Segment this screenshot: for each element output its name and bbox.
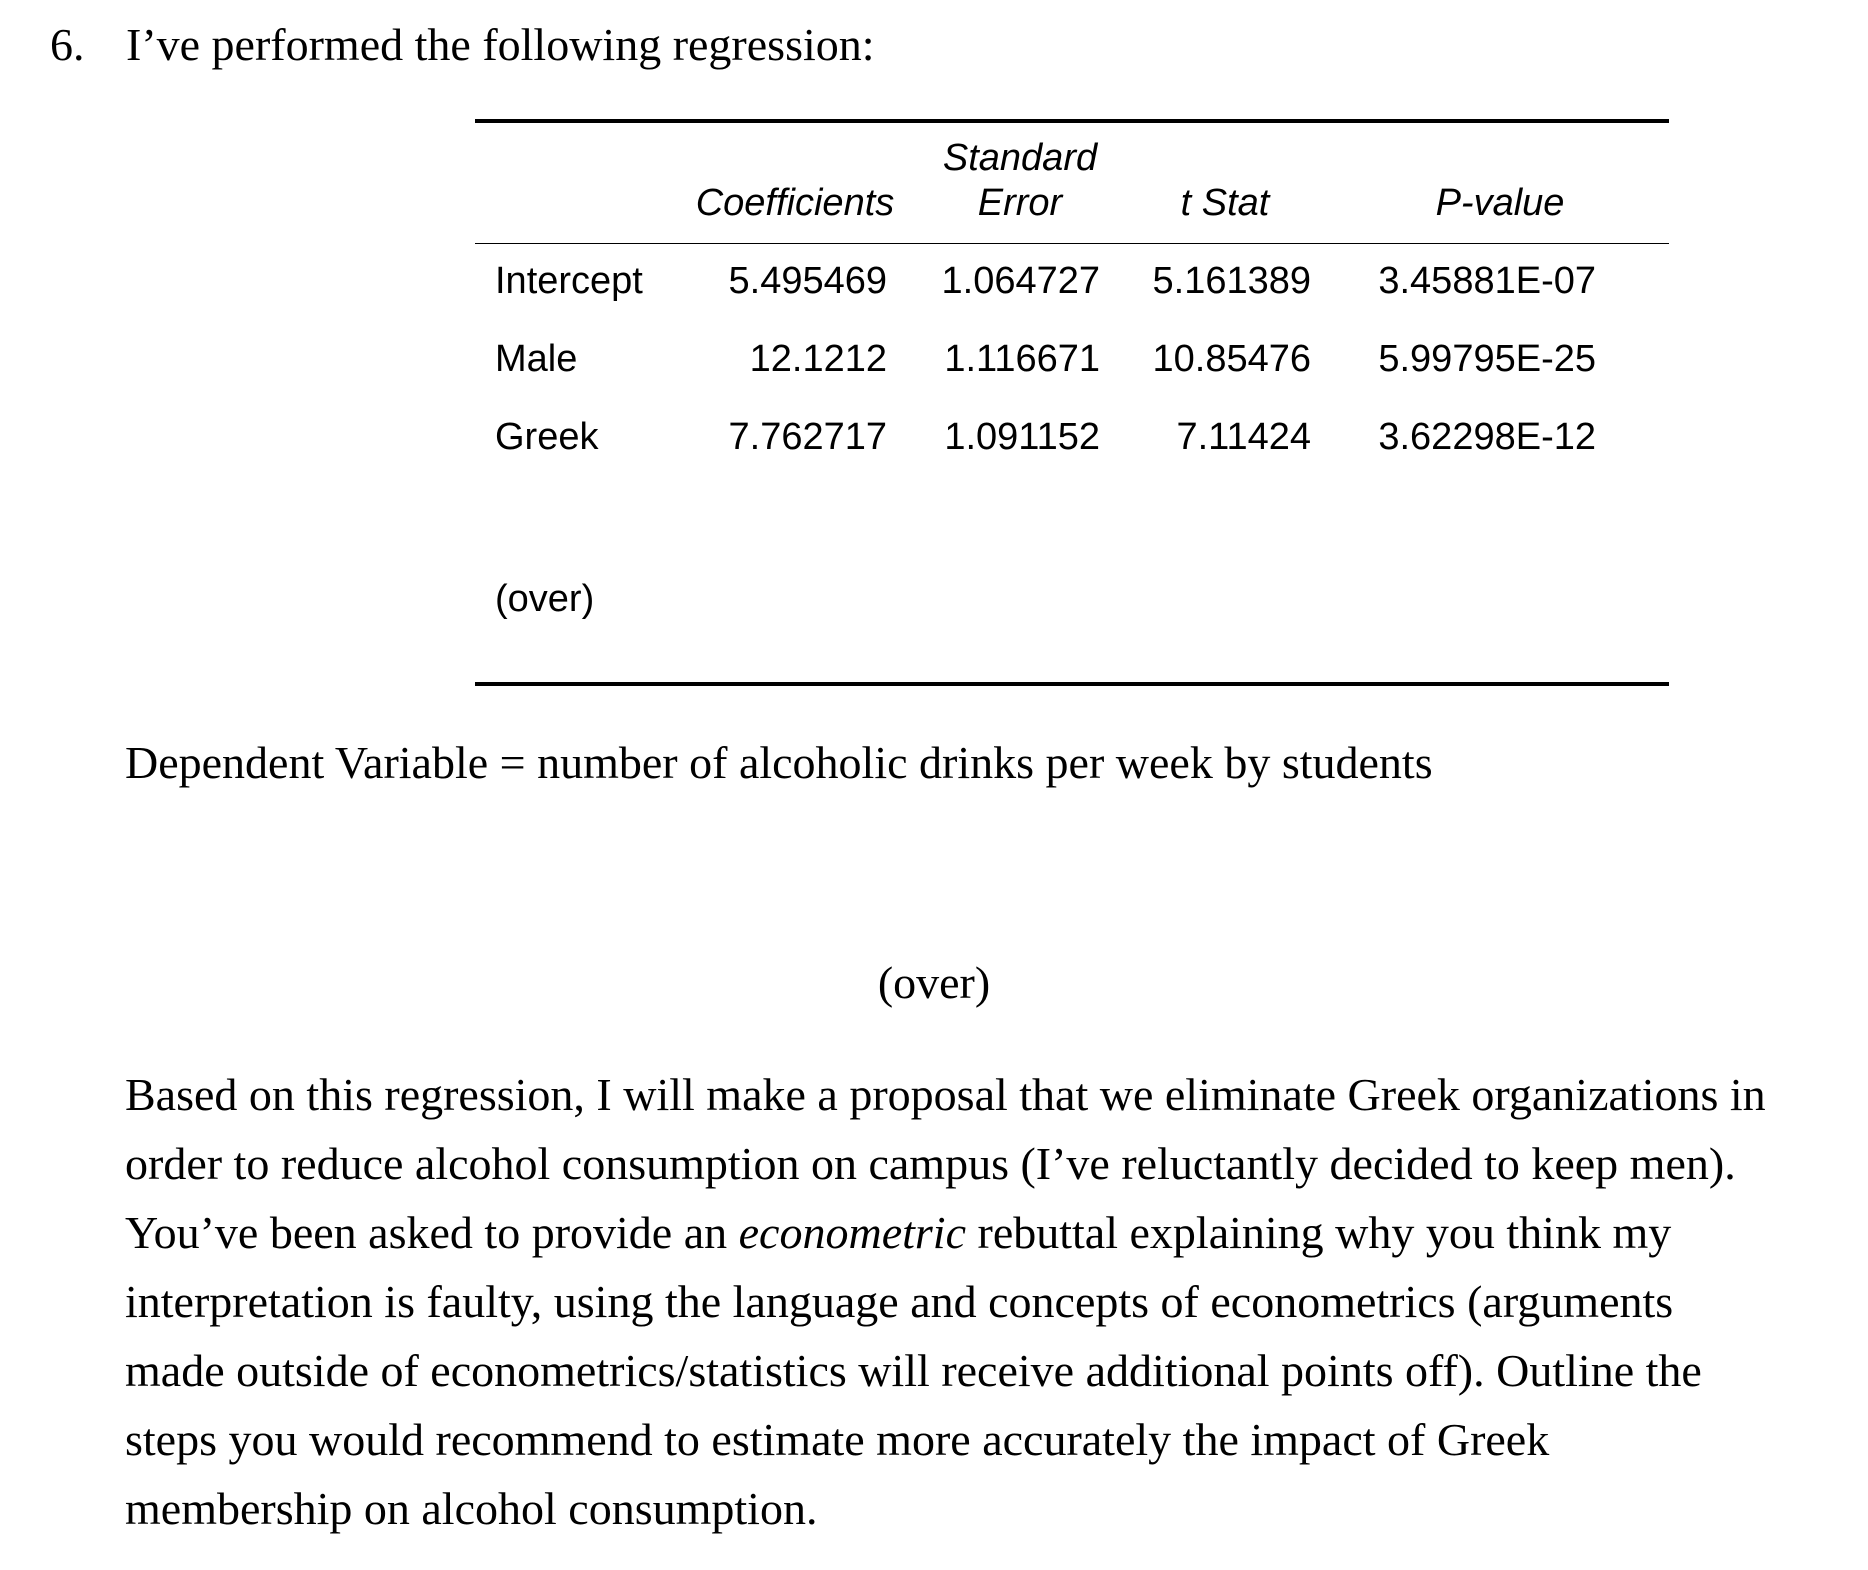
table-bottom-rule — [475, 682, 1669, 686]
cell-p: 5.99795E-25 — [1378, 338, 1596, 380]
cell-se: 1.091152 — [944, 416, 1100, 458]
question-number: 6. — [50, 19, 85, 70]
table-header-rule — [475, 243, 1669, 244]
header-std-error-line2: Error — [977, 182, 1063, 224]
cell-t: 10.85476 — [1152, 338, 1311, 380]
paragraph-line — [125, 1198, 1855, 1267]
question-heading — [50, 18, 875, 71]
header-std-error-line1: Standard — [942, 137, 1098, 179]
cell-se: 1.064727 — [941, 260, 1100, 302]
header-t-stat: t Stat — [1180, 182, 1270, 224]
question-intro: I’ve performed the following regression: — [126, 19, 875, 70]
paragraph-text: rebuttal explaining why you think my — [966, 1207, 1672, 1258]
header-p-value: P-value — [1435, 182, 1565, 224]
cell-coef: 7.762717 — [728, 416, 887, 458]
paragraph-line: made outside of econometrics/statistics will receive additional points off). Outline the — [125, 1345, 1702, 1396]
paragraph-line: Based on this regression, I will make a proposal that we eliminate Greek organizations in — [125, 1069, 1766, 1120]
dependent-variable: Dependent Variable = number of alcoholic drinks per week by students — [125, 737, 1433, 788]
table-note: (over) — [495, 578, 595, 620]
row-label: Intercept — [495, 260, 643, 302]
over-label: (over) — [877, 957, 991, 1008]
regression-table — [475, 119, 1669, 686]
header-coefficients: Coefficients — [695, 182, 895, 224]
cell-p: 3.62298E-12 — [1378, 416, 1596, 458]
cell-t: 5.161389 — [1152, 260, 1311, 302]
row-label: Male — [495, 338, 578, 380]
cell-t: 7.11424 — [1176, 416, 1311, 458]
paragraph-line: membership on alcohol consumption. — [125, 1483, 818, 1534]
paragraph-line: interpretation is faulty, using the language and concepts of econometrics (arguments — [125, 1276, 1674, 1327]
cell-se: 1.116671 — [944, 338, 1100, 380]
cell-p: 3.45881E-07 — [1378, 260, 1596, 302]
paragraph-line: steps you would recommend to estimate more accurately the impact of Greek — [125, 1414, 1550, 1465]
emphasis-econometric: econometric — [738, 1207, 966, 1258]
cell-coef: 5.495469 — [728, 260, 887, 302]
cell-coef: 12.1212 — [749, 338, 887, 380]
paragraph-text: You’ve been asked to provide an — [125, 1207, 739, 1258]
paragraph-line: order to reduce alcohol consumption on campus (I’ve reluctantly decided to keep men). — [125, 1138, 1736, 1189]
table-top-rule — [475, 119, 1669, 123]
row-label: Greek — [495, 416, 599, 458]
question-paragraph — [125, 1060, 1855, 1543]
